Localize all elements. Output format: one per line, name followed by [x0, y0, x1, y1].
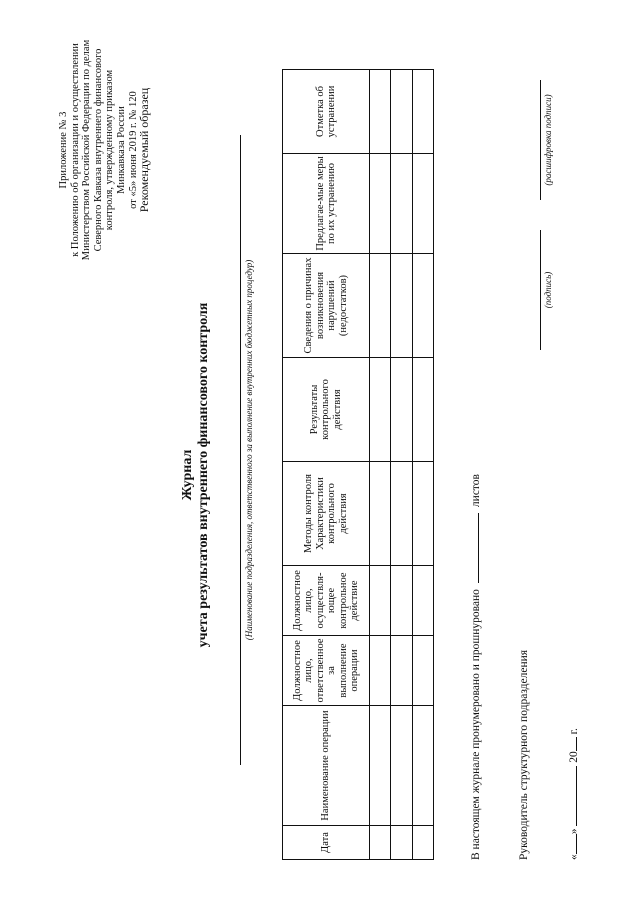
table-cell — [391, 462, 412, 566]
table-cell — [391, 358, 412, 462]
table-cell — [370, 636, 391, 706]
pages-prefix: В настоящем журнале пронумеровано и прошнуровано — [470, 589, 482, 860]
pages-suffix: листов — [470, 474, 482, 508]
table-cell — [370, 254, 391, 358]
table-cell — [412, 254, 433, 358]
day-blank — [576, 834, 577, 854]
title-line-2: учета результатов внутреннего финансового контроля — [196, 302, 211, 648]
appendix-order-date: от «5» июня 2019 г. № 120 — [127, 91, 139, 209]
table-cell — [391, 826, 412, 860]
table-row — [391, 70, 412, 860]
department-underline — [240, 135, 241, 765]
appendix-block — [58, 35, 151, 265]
table-row — [412, 70, 433, 860]
table-header-row — [283, 70, 370, 860]
journal-title — [180, 295, 212, 655]
table-cell — [412, 358, 433, 462]
appendix-text: Министерством Российской Федерации по делам — [81, 39, 93, 261]
table-cell — [391, 154, 412, 254]
table-cell — [391, 706, 412, 826]
table-cell — [370, 154, 391, 254]
appendix-number: Приложение № 3 — [58, 111, 69, 189]
appendix-text: контроля, утвержденному приказом — [104, 69, 116, 231]
head-of-unit-label: Руководитель структурного подразделения — [518, 649, 530, 860]
pages-count-blank — [478, 513, 479, 583]
signature-line — [540, 230, 541, 350]
header-date: Дата — [283, 826, 370, 860]
header-responsible-official: Должностное лицо, ответственное за выполнение операции — [283, 636, 370, 706]
header-proposed-measures: Предлагае-мые меры по их устранению — [283, 154, 370, 254]
year-prefix: 20 — [568, 751, 580, 763]
year-blank — [576, 737, 577, 751]
table-cell — [391, 254, 412, 358]
header-remediation-mark: Отметка об устранении — [283, 70, 370, 154]
pages-count-line — [470, 400, 482, 860]
header-violation-causes: Сведения о причинах возникновения нарушений (недостатков) — [283, 254, 370, 358]
table-row — [370, 70, 391, 860]
recommended-sample-label: Рекомендуемый образец — [137, 87, 152, 213]
decode-signature-line — [540, 80, 541, 200]
table-cell — [412, 566, 433, 636]
table-cell — [412, 826, 433, 860]
header-control-results: Результаты контрольного действия — [283, 358, 370, 462]
table-cell — [412, 706, 433, 826]
signature-caption: (подпись) — [543, 271, 553, 309]
table-cell — [412, 636, 433, 706]
table-cell — [370, 826, 391, 860]
header-operation-name: Наименование операции — [283, 706, 370, 826]
table-cell — [370, 70, 391, 154]
date-line — [568, 728, 580, 860]
journal-table — [282, 69, 434, 860]
table-cell — [412, 462, 433, 566]
table-cell — [391, 70, 412, 154]
title-line-1: Журнал — [180, 449, 195, 501]
date-close-quote: » — [568, 828, 580, 835]
header-control-methods: Методы контроля Характеристики контрольного действия — [283, 462, 370, 566]
decode-signature-caption: (расшифровка подписи) — [543, 94, 553, 186]
table-cell — [370, 462, 391, 566]
date-open-quote: « — [568, 854, 580, 860]
appendix-text: к Положению об организации и осуществлении — [69, 43, 81, 257]
table-cell — [370, 358, 391, 462]
department-caption: (Наименование подразделения, ответственного за выполнение внутренних бюджетных процедур) — [244, 259, 254, 641]
table-cell — [391, 566, 412, 636]
header-controlling-official: Должностное лицо, осуществля-ющее контрольное действие — [283, 566, 370, 636]
table-cell — [391, 636, 412, 706]
table-cell — [412, 154, 433, 254]
appendix-text: Северного Кавказа внутреннего финансового — [92, 48, 104, 252]
year-suffix: г. — [568, 728, 580, 735]
appendix-text: Минкавказа России — [115, 106, 127, 194]
table-cell — [370, 566, 391, 636]
table-cell — [412, 70, 433, 154]
month-blank — [576, 766, 577, 826]
table-cell — [370, 706, 391, 826]
